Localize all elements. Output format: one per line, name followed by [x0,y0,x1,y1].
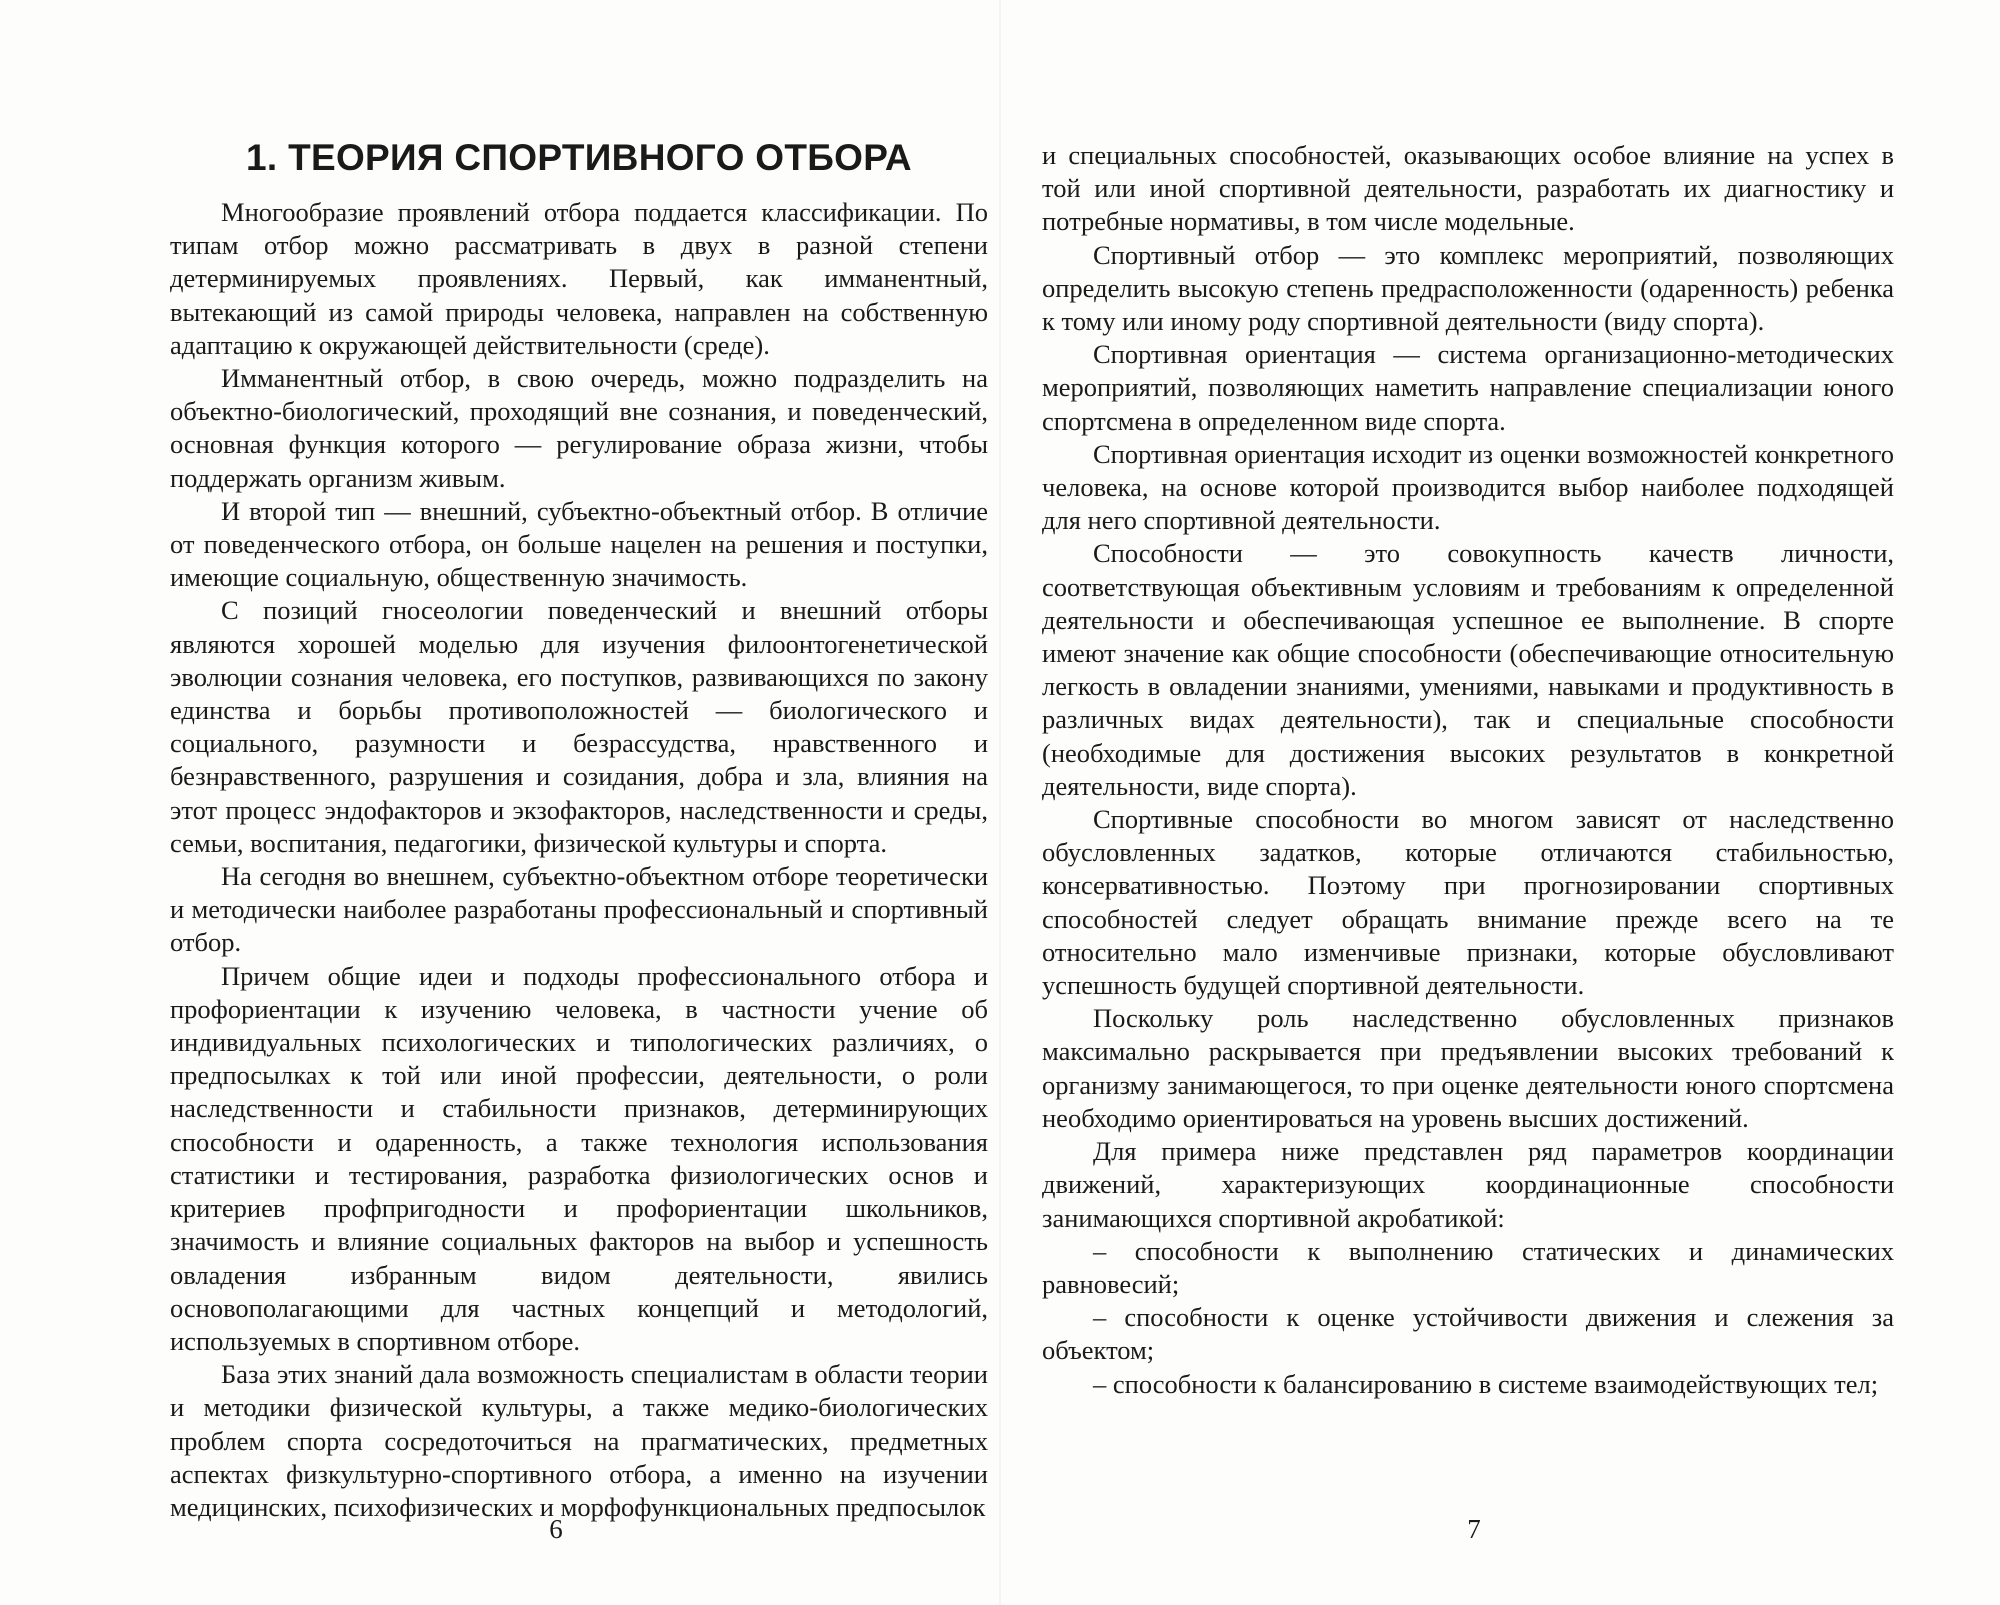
paragraph: Имманентный отбор, в свою очередь, можно подразделить на объектно-биологический, проходящий вне сознания, и поведенческий, основная функция которого — регулирование образа жизни, чтобы поддержать организм живым. [170,363,988,493]
paragraph: База этих знаний дала возможность специалистам в области теории и методики физической культуры, а также медико-биологических проблем спорта сосредоточиться на прагматических, предметных аспектах физкультурно-спортивного отбора, а именно на изучении медицинских, психофизических и морфофункциональных предпосылок [170,1359,988,1522]
paragraph: На сегодня во внешнем, субъектно-объектном отборе теоретически и методически наиболее разработаны профессиональный и спортивный отбор. [170,861,988,958]
paragraph: Поскольку роль наследственно обусловленных признаков максимально раскрывается при предъявлении высоких требований к организму занимающегося, то при оценке деятельности юного спортсмена необходимо ориентироваться на уровень высших достижений. [1042,1003,1894,1133]
right-page [1000,0,2000,1605]
paragraph: Спортивные способности во многом зависят от наследственно обусловленных задатков, которые отличаются стабильностью, консервативностью. Поэтому при прогнозировании спортивных способностей следует обращать внимание прежде всего на те относительно мало изменчивые признаки, которые обусловливают успешность будущей спортивной деятельности. [1042,804,1894,1001]
right-text-column [1042,139,1894,1401]
paragraph: Причем общие идеи и подходы профессионального отбора и профориентации к изучению человека, в частности учение об индивидуальных психологических и типологических различиях, о предпосылках к той или иной профессии, деятельности, о роли наследственности и стабильности признаков, детерминирующих способности и одаренность, а также технология использования статистики и тестирования, разработка физиологических основ и критериев профпригодности и профориентации школьников, значимость и влияние социальных факторов на выбор и успешность овладения избранным видом деятельности, явились основополагающими для частных концепций и методологий, используемых в спортивном отборе. [170,960,988,1356]
paragraph-continuation: и специальных способностей, оказывающих особое влияние на успех в той или иной спортивной деятельности, разработать их диагностику и потребные нормативы, в том числе модельные. [1042,140,1894,237]
page-number-left: 6 [549,1514,563,1544]
chapter-title: 1. ТЕОРИЯ СПОРТИВНОГО ОТБОРА [246,137,912,178]
paragraph: Спортивный отбор — это комплекс мероприятий, позволяющих определить высокую степень предрасположенности (одаренность) ребенка к тому или иному роду спортивной деятельности (виду спорта). [1042,239,1894,337]
paragraph: Спортивная ориентация — система организационно-методических мероприятий, позволяющих наметить направление специализации юного спортсмена в определенном виде спорта. [1042,339,1894,436]
list-item: – способности к выполнению статических и динамических равновесий; [1042,1235,1894,1299]
left-text-column [170,136,988,1524]
paragraph: Многообразие проявлений отбора поддается классификации. По типам отбор можно рассматривать в двух в разной степени детерминируемых проявлениях. Первый, как имманентный, вытекающий из самой природы человека, направлен на собственную адаптацию к окружающей действительности (среде). [170,197,988,360]
paragraph: И второй тип — внешний, субъектно-объектный отбор. В отличие от поведенческого отбора, он больше нацелен на решения и поступки, имеющие социальную, общественную значимость. [170,495,988,593]
list-item: – способности к оценке устойчивости движения и слежения за объектом; [1042,1302,1894,1366]
paragraph: С позиций гносеологии поведенческий и внешний отборы являются хорошей моделью для изучения филоонтогенетической эволюции сознания человека, его поступков, развивающихся по закону единства и борьбы противоположностей — биологического и социального, разумности и безрассудства, нравственного и безнравственного, разрушения и созидания, добра и зла, влияния на этот процесс эндофакторов и экзофакторов, наследственности и среды, семьи, воспитания, педагогики, физической культуры и спорта. [170,595,988,858]
paragraph: Спортивная ориентация исходит из оценки возможностей конкретного человека, на основе которой производится выбор наиболее подходящей для него спортивной деятельности. [1042,438,1894,536]
paragraph: Для примера ниже представлен ряд параметров координации движений, характеризующих координационные способности занимающихся спортивной акробатикой: [1042,1136,1894,1233]
list-item: – способности к балансированию в системе взаимодействующих тел; [1093,1368,1879,1399]
paragraph: Способности — это совокупность качеств личности, соответствующая объективным условиям и требованиям к определенной деятельности и обеспечивающая успешное ее выполнение. В спорте имеют значение как общие способности (обеспечивающие относительную легкость в овладении знаниями, умениями, навыками и продуктивность в различных видах деятельности), так и специальные способности (необходимые для достижения высоких результатов в конкретной деятельности, виде спорта). [1042,538,1894,801]
page-number-right: 7 [1467,1514,1481,1544]
